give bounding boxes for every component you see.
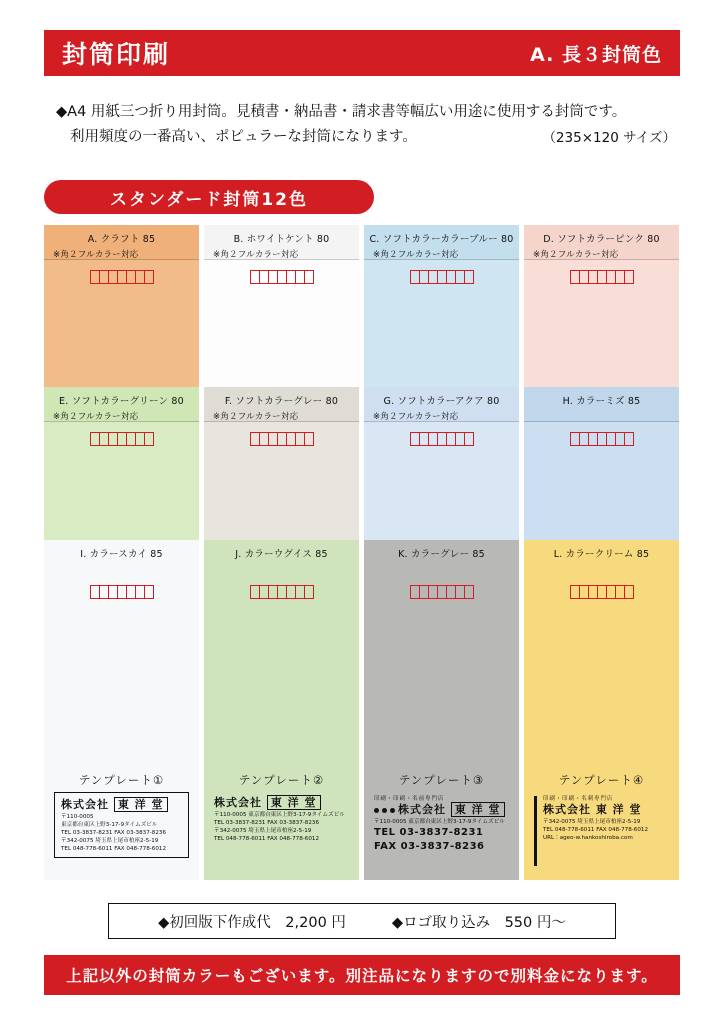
envelope-note: ※角２フルカラー対応 [373,412,459,422]
address-tagline: 印刷・印刷・名前専門店 [374,796,445,802]
postal-code-boxes-icon [410,585,474,599]
envelope-color-label: I. カラースカイ 85 [80,549,163,560]
postal-code-boxes-icon [410,432,474,446]
company-name: 株式会社 東 洋 堂 [374,803,509,818]
company-name: 株式会社 東 洋 堂 [214,796,349,811]
footer-note: 上記以外の封筒カラーもございます。別注品になりますので別料金になります。 [44,955,680,995]
envelope-template-card [364,540,519,880]
envelope-note: ※角２フルカラー対応 [53,250,139,260]
company-name: 株式会社 東 洋 堂 [543,803,642,817]
intro-text [56,100,676,151]
envelope-swatch [364,387,519,549]
postal-code-boxes-icon [250,432,314,446]
postal-code-boxes-icon [410,270,474,284]
address-block [374,796,509,866]
envelope-template-card [204,540,359,880]
envelope-color-label: B. ホワイトケント 80 [233,234,330,245]
intro-line-2-row [56,125,676,150]
envelope-color-label: G. ソフトカラーアクア 80 [383,396,500,407]
address-lines: 〒110-0005 東京都台東区上野3-17-9タイムズビル [374,819,505,826]
envelope-color-label: C. ソフトカラーカラーブルー 80 [369,234,514,245]
envelope-color-label: K. カラーグレー 85 [398,549,485,560]
envelope-grid-bottom [44,540,680,880]
envelope-note: ※角２フルカラー対応 [533,250,619,260]
postal-code-boxes-icon [570,432,634,446]
envelope-note: ※角２フルカラー対応 [373,250,459,260]
address-lines: 〒342-0075 埼玉県上尾市柏座2-5-19 TEL 048-778-6011 FAX 048-778-6012 URL：ageo-w.hankoshiroba.com [543,819,649,842]
template-label: テンプレート① [78,773,165,787]
template-label: テンプレート④ [558,773,645,787]
envelope-color-label: H. カラーミズ 85 [562,396,641,407]
intro-size-note: （235×120 サイズ） [542,130,676,147]
envelope-swatch [44,225,199,387]
envelope-note: ※角２フルカラー対応 [53,412,139,422]
envelope-swatch [524,387,679,549]
phone-numbers: TEL 03-3837-8231 FAX 03-3837-8236 [374,827,485,852]
header-section-label: A. 長３封筒色 [530,43,662,66]
postal-code-boxes-icon [570,270,634,284]
address-block [214,796,349,866]
postal-code-boxes-icon [570,585,634,599]
postal-code-boxes-icon [90,270,154,284]
envelope-color-label: D. ソフトカラーピンク 80 [543,234,660,245]
dots-icon [374,803,398,818]
address-lines: 〒110-0005 東京都台東区上野3-17-9タイムズビル TEL 03-3837-8231 FAX 03-3837-8236 〒342-0075 埼玉県上尾市柏座2-5-19 TEL 048-778-6011 FAX 048-778-6012 [61,813,167,853]
postal-code-boxes-icon [90,585,154,599]
envelope-color-label: J. カラーウグイス 85 [235,549,328,560]
postal-code-boxes-icon [250,585,314,599]
envelope-swatch [524,225,679,387]
template-label: テンプレート② [238,773,325,787]
intro-line-2: 利用頻度の一番高い、ポピュラーな封筒になります。 [70,129,417,146]
template-label: テンプレート③ [398,773,485,787]
envelope-note: ※角２フルカラー対応 [213,412,299,422]
envelope-swatch [204,387,359,549]
envelope-swatch [44,387,199,549]
company-name: 株式会社 東 洋 堂 [61,798,182,813]
address-lines: 〒110-0005 東京都台東区上野3-17-9タイムズビル TEL 03-3837-8231 FAX 03-3837-8236 〒342-0075 埼玉県上尾市柏座2-5-19 TEL 048-778-6011 FAX 048-778-6012 [214,811,345,843]
page-title: 封筒印刷 [62,40,171,69]
envelope-color-label: L. カラークリーム 85 [553,549,650,560]
envelope-color-label: A. クラフト 85 [87,234,156,245]
price-box [108,903,616,939]
envelope-swatch [364,225,519,387]
price-item-setup: ◆初回版下作成代 2,200 円 [158,914,346,931]
section-label-standard: スタンダード封筒12色 [44,180,374,214]
envelope-note: ※角２フルカラー対応 [213,250,299,260]
envelope-color-label: E. ソフトカラーグリーン 80 [59,396,184,407]
intro-line-1: ◆A4 用紙三つ折り用封筒。見積書・納品書・請求書等幅広い用途に使用する封筒です。 [56,104,627,120]
price-item-logo: ◆ロゴ取り込み 550 円～ [391,914,566,931]
envelope-template-card [524,540,679,880]
address-tagline: 印刷・印刷・名刺専門店 [543,796,614,802]
header-bar [44,30,680,76]
address-block [54,792,189,858]
address-block [534,796,669,866]
envelope-template-card [44,540,199,880]
envelope-swatch [204,225,359,387]
envelope-grid-top [44,225,680,549]
postal-code-boxes-icon [90,432,154,446]
postal-code-boxes-icon [250,270,314,284]
envelope-color-label: F. ソフトカラーグレー 80 [224,396,339,407]
